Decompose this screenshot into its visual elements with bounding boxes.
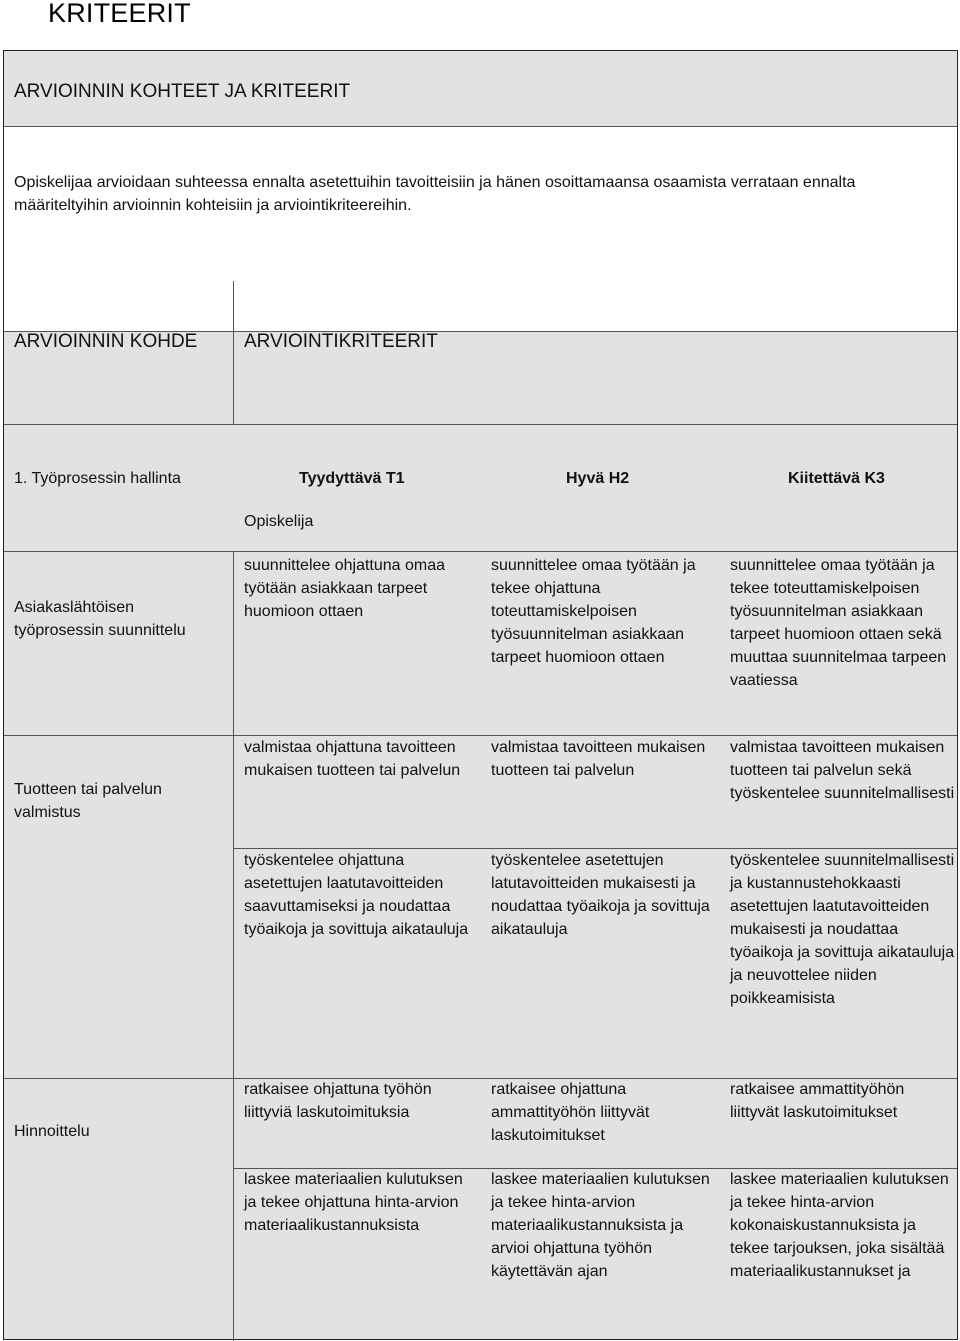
criterion-h2: valmistaa tavoitteen mukaisen tuotteen tai palvelun bbox=[491, 739, 706, 779]
intro-text: Opiskelijaa arvioidaan suhteessa ennalta asetettuihin tavoitteisiin ja hänen osoittamaansa osaamista verrataan ennalta määriteltyihin arvioinnin kohteisiin ja arviointikriteereihin. bbox=[14, 174, 856, 214]
level-t1: Tyydyttävä T1 bbox=[299, 470, 405, 487]
criteria-table bbox=[3, 50, 958, 1340]
divider bbox=[233, 281, 234, 424]
criterion-t1: ratkaisee ohjattuna työhön liittyviä laskutoimituksia bbox=[244, 1081, 432, 1121]
divider bbox=[233, 551, 234, 1341]
criterion-h2: työskentelee asetettujen latutavoitteiden mukaisesti ja noudattaa työaikoja ja sovittuja aikatauluja bbox=[491, 852, 710, 938]
level-k3: Kiitettävä K3 bbox=[788, 470, 885, 487]
criterion-k3: valmistaa tavoitteen mukaisen tuotteen tai palvelun sekä työskentelee suunnitelmallisesti bbox=[730, 739, 955, 802]
criterion-t1: laskee materiaalien kulutuksen ja tekee ohjattuna hinta-arvion materiaalikustannuksista bbox=[244, 1171, 463, 1234]
divider bbox=[4, 424, 957, 425]
criterion-k3: ratkaisee ammattityöhön liittyvät laskutoimitukset bbox=[730, 1081, 905, 1121]
divider bbox=[4, 126, 957, 127]
level-h2: Hyvä H2 bbox=[566, 470, 630, 487]
criterion-k3: laskee materiaalien kulutuksen ja tekee hinta-arvion kokonaiskustannuksista ja tekee tarjouksen, joka sisältää materiaalikustannukset ja bbox=[730, 1171, 949, 1280]
column-header-target: ARVIOINNIN KOHDE bbox=[14, 331, 198, 352]
criterion-h2: laskee materiaalien kulutuksen ja tekee hinta-arvion materiaalikustannuksista ja arvioi ohjattuna työhön käytettävän ajan bbox=[491, 1171, 710, 1280]
intro-panel bbox=[4, 126, 957, 331]
page-title: KRITEERIT bbox=[48, 0, 191, 28]
target-label: Hinnoittelu bbox=[14, 1123, 90, 1140]
criterion-h2: ratkaisee ohjattuna ammattityöhön liittyvät laskutoimitukset bbox=[491, 1081, 650, 1144]
divider bbox=[4, 551, 957, 552]
criterion-k3: suunnittelee omaa työtään ja tekee toteuttamiskelpoisen työsuunnitelman asiakkaan tarpeet huomioon ottaen sekä muuttaa suunnitelmaa tarpeen vaatiessa bbox=[730, 557, 947, 689]
criterion-t1: valmistaa ohjattuna tavoitteen mukaisen tuotteen tai palvelun bbox=[244, 739, 461, 779]
target-label: Tuotteen tai palvelun valmistus bbox=[14, 781, 162, 821]
criterion-h2: suunnittelee omaa työtään ja tekee ohjattuna toteuttamiskelpoisen työsuunnitelman asiakkaan tarpeet huomioon ottaen bbox=[491, 557, 696, 666]
section-name: 1. Työprosessin hallinta bbox=[14, 470, 181, 487]
criterion-t1: työskentelee ohjattuna asetettujen laatutavoitteiden saavuttamiseksi ja noudattaa työaikoja ja sovittuja aikatauluja bbox=[244, 852, 469, 938]
target-label: Asiakaslähtöisen työprosessin suunnittelu bbox=[14, 599, 186, 639]
column-header-criteria: ARVIOINTIKRITEERIT bbox=[244, 331, 438, 352]
criterion-t1: suunnittelee ohjattuna omaa työtään asiakkaan tarpeet huomioon ottaen bbox=[244, 557, 446, 620]
section-title: ARVIOINNIN KOHTEET JA KRITEERIT bbox=[14, 81, 351, 102]
criterion-k3: työskentelee suunnitelmallisesti ja kustannustehokkaasti asetettujen laatutavoitteiden mukaisesti ja noudattaa työaikoja ja sovittuja aikatauluja ja neuvottelee niiden poikkeamisista bbox=[730, 852, 955, 1007]
subject-label: Opiskelija bbox=[244, 513, 314, 530]
